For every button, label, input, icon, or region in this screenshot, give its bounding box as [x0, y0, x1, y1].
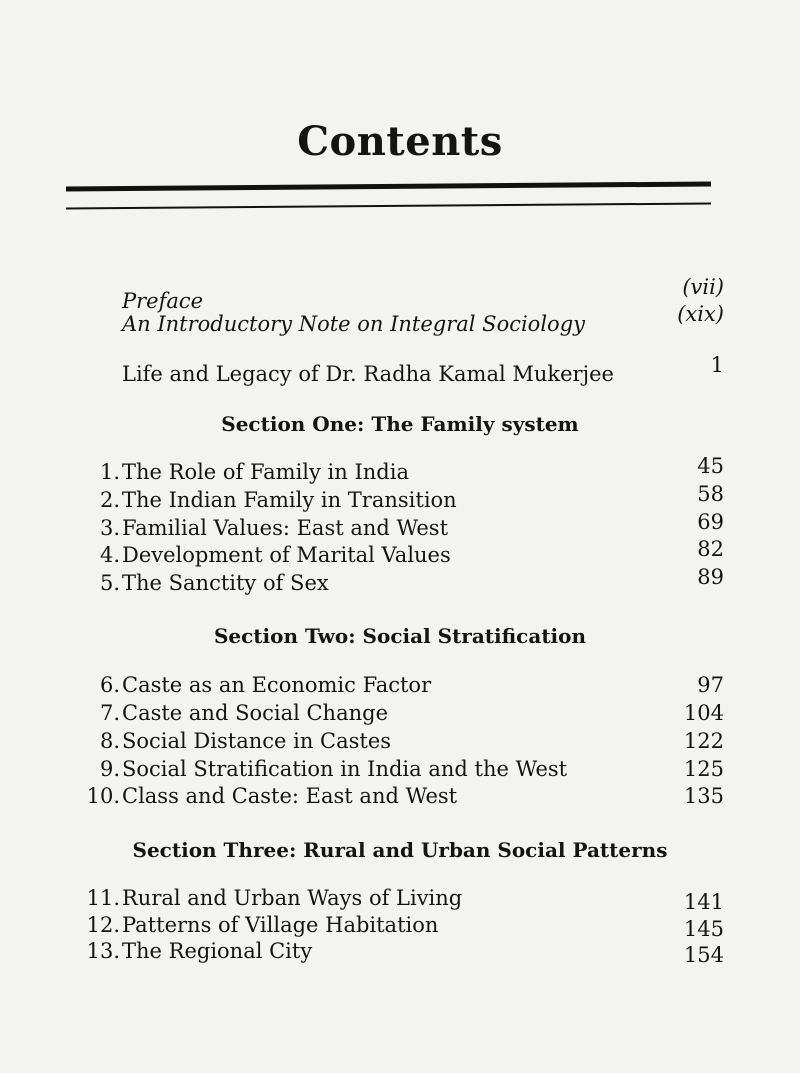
chapter-number: 4. — [99, 543, 120, 567]
chapter-number: 2. — [99, 488, 120, 512]
toc-entry-chapter-1[interactable] — [0, 454, 800, 490]
toc-entry-page: 104 — [683, 701, 724, 725]
toc-entry-text: Caste as an Economic Factor — [122, 673, 432, 697]
toc-entry-text: The Role of Family in India — [122, 460, 409, 484]
toc-entry-page: 125 — [683, 757, 724, 781]
toc-entry-chapter-7[interactable] — [0, 701, 800, 731]
toc-entry-text: Development of Marital Values — [122, 543, 451, 567]
toc-entry-page: 135 — [683, 784, 724, 808]
toc-entry-page: 154 — [683, 943, 724, 967]
page-title: Contents — [297, 118, 503, 165]
toc-entry-text: An Introductory Note on Integral Sociology — [122, 312, 585, 336]
toc-entry-chapter-8[interactable] — [0, 729, 800, 759]
toc-entry-text: Preface — [122, 289, 204, 313]
chapter-number: 13. — [86, 939, 120, 963]
toc-entry-text: The Indian Family in Transition — [122, 488, 457, 512]
toc-entry-chapter-2[interactable] — [0, 482, 800, 518]
chapter-number: 11. — [86, 886, 120, 910]
title-rule-thick — [66, 181, 711, 191]
chapter-number: 9. — [99, 757, 120, 781]
section-heading-one: Section One: The Family system — [221, 412, 579, 436]
toc-entry-text: Life and Legacy of Dr. Radha Kamal Mukerjee — [122, 362, 614, 386]
toc-entry-text: Class and Caste: East and West — [122, 784, 458, 808]
toc-entry-page: 1 — [710, 353, 724, 377]
toc-entry-page: 69 — [697, 510, 724, 534]
toc-entry-text: Familial Values: East and West — [122, 516, 449, 540]
toc-entry-introductory-note[interactable] — [0, 302, 800, 342]
toc-entry-chapter-11[interactable] — [0, 886, 800, 916]
toc-entry-chapter-5[interactable] — [0, 565, 800, 601]
toc-entry-page: 82 — [697, 537, 724, 561]
toc-entry-text: The Regional City — [122, 939, 313, 963]
toc-entry-text: Social Stratification in India and the West — [122, 757, 568, 781]
chapter-number: 3. — [99, 516, 120, 540]
toc-entry-page: (xix) — [677, 302, 724, 326]
toc-entry-chapter-10[interactable] — [0, 784, 800, 814]
toc-entry-chapter-9[interactable] — [0, 757, 800, 787]
toc-entry-page: 97 — [697, 673, 724, 697]
toc-entry-page: 45 — [697, 454, 724, 478]
chapter-number: 1. — [99, 460, 120, 484]
section-heading-three: Section Three: Rural and Urban Social Patterns — [132, 838, 668, 862]
title-rule-thin — [66, 202, 711, 209]
toc-entry-text: The Sanctity of Sex — [122, 571, 329, 595]
toc-entry-chapter-3[interactable] — [0, 510, 800, 546]
chapter-number: 10. — [86, 784, 120, 808]
toc-entry-text: Social Distance in Castes — [122, 729, 392, 753]
section-heading-two: Section Two: Social Stratification — [213, 624, 587, 648]
toc-entry-page: 145 — [683, 917, 724, 941]
chapter-number: 7. — [99, 701, 120, 725]
toc-entry-chapter-13[interactable] — [0, 939, 800, 969]
toc-entry-page: 58 — [697, 482, 724, 506]
toc-entry-page: 141 — [683, 890, 724, 914]
toc-entry-text: Caste and Social Change — [122, 701, 388, 725]
chapter-number: 5. — [99, 571, 120, 595]
toc-entry-text: Rural and Urban Ways of Living — [122, 886, 463, 910]
chapter-number: 12. — [86, 913, 120, 937]
chapter-number: 6. — [99, 673, 120, 697]
toc-entry-page: 122 — [683, 729, 724, 753]
chapter-number: 8. — [99, 729, 120, 753]
toc-entry-page: (vii) — [682, 275, 724, 299]
toc-entry-life-and-legacy[interactable] — [0, 353, 800, 392]
toc-entry-chapter-4[interactable] — [0, 537, 800, 573]
toc-entry-chapter-6[interactable] — [0, 673, 800, 703]
toc-entry-text: Patterns of Village Habitation — [122, 913, 439, 937]
toc-entry-page: 89 — [697, 565, 724, 589]
